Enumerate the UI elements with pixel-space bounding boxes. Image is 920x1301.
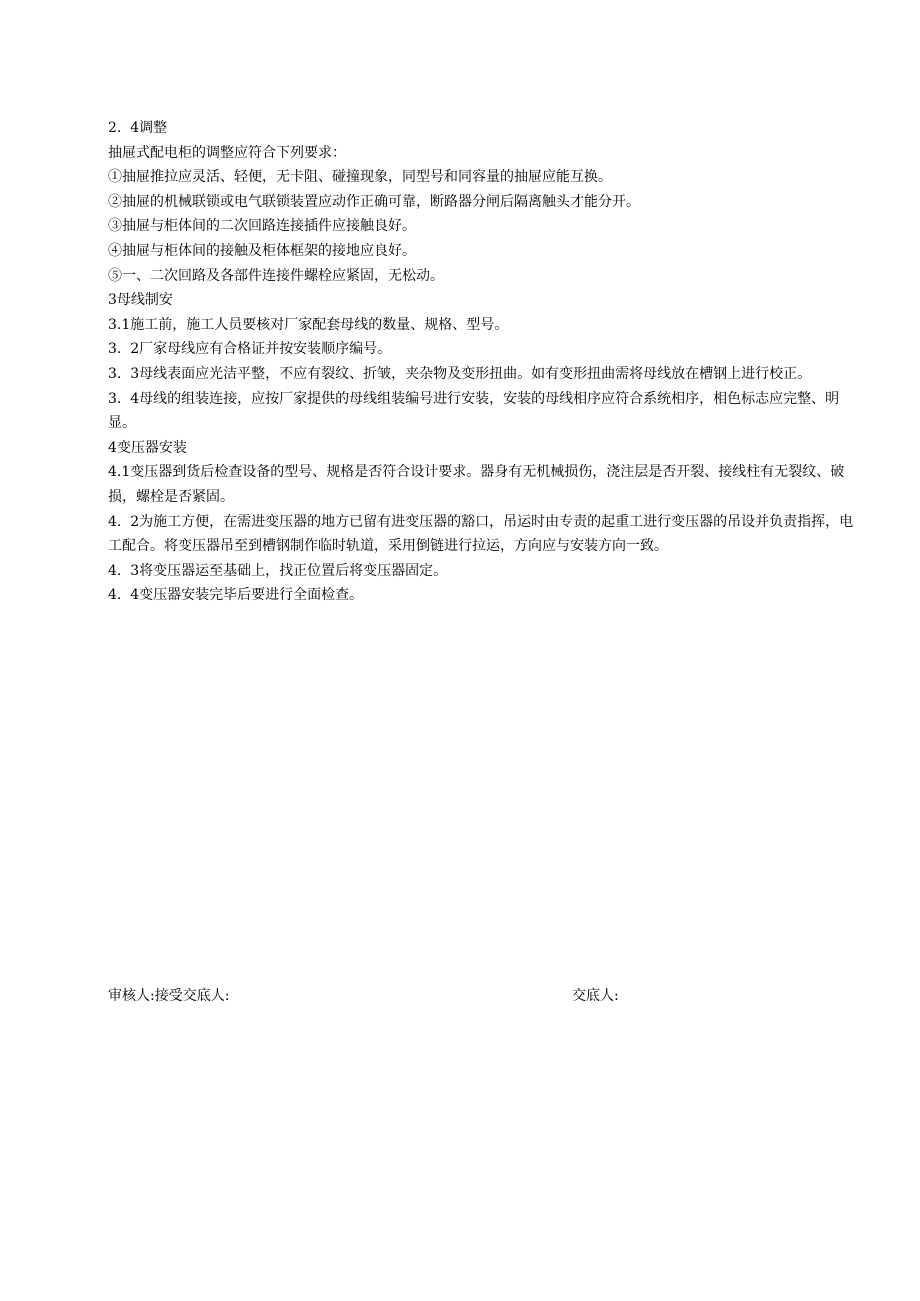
list-item-3: ③抽屉与柜体间的二次回路连接插件应接触良好。 xyxy=(108,218,416,235)
paragraph-3-1: 3.1施工前，施工人员要核对厂家配套母线的数量、规格、型号。 xyxy=(108,316,509,333)
list-item-1: ①抽屉推拉应灵活、轻便，无卡阻、碰撞现象，同型号和同容量的抽屉应能互换。 xyxy=(108,169,612,186)
list-item-4: ④抽屉与柜体间的接触及柜体框架的接地应良好。 xyxy=(108,242,416,259)
section-heading-3: 3母线制安 xyxy=(108,292,173,309)
paragraph-intro: 抽屉式配电柜的调整应符合下列要求： xyxy=(108,144,346,161)
list-item-2: ②抽屉的机械联锁或电气联锁装置应动作正确可靠，断路器分闸后隔离触头才能分开。 xyxy=(108,193,640,210)
paragraph-3-2: 3. 2厂家母线应有合格证并按安装顺序编号。 xyxy=(108,341,392,358)
paragraph-4-4: 4. 4变压器安装完毕后要进行全面检查。 xyxy=(108,587,364,604)
signature-footer xyxy=(108,984,858,1008)
briefer-label: 交底人: xyxy=(572,988,619,1004)
section-heading-4: 4变压器安装 xyxy=(108,439,187,456)
paragraph-4-3: 4. 3将变压器运至基础上，找正位置后将变压器固定。 xyxy=(108,562,448,579)
paragraph-3-3: 3. 3母线表面应光洁平整，不应有裂纹、折皱，夹杂物及变形扭曲。如有变形扭曲需将母线放在槽钢上进行校正。 xyxy=(108,365,812,382)
section-heading-2-4: 2. 4调整 xyxy=(108,120,168,136)
document-body xyxy=(108,116,858,608)
paragraph-4-1: 4.1变压器到货后检查设备的型号、规格是否符合设计要求。器身有无机械损伤，浇注层是否开裂、接线柱有无裂纹、破损，螺栓是否紧固。 xyxy=(108,464,845,505)
paragraph-3-4: 3. 4母线的组装连接，应按厂家提供的母线组装编号进行安装，安装的母线相序应符合系统相序，相色标志应完整、明显。 xyxy=(108,390,840,432)
paragraph-4-2: 4. 2为施工方便，在需进变压器的地方已留有进变压器的豁口，吊运时由专责的起重工进行变压器的吊设并负责指挥，电工配合。将变压器吊至到槽钢制作临时轨道，采用倒链进行拉运，方向应与安装方向一致。 xyxy=(108,513,854,555)
list-item-5: ⑤一、二次回路及各部件连接件螺栓应紧固，无松动。 xyxy=(108,267,444,284)
reviewer-label: 审核人:接受交底人: xyxy=(108,988,230,1004)
